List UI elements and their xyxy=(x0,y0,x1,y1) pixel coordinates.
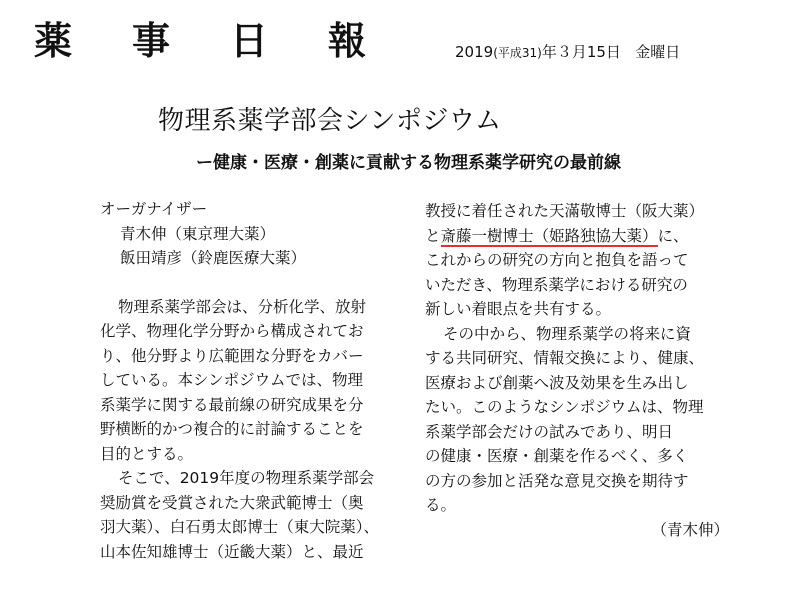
line-prefix: と xyxy=(425,226,441,245)
dateline-weekday: 金曜日 xyxy=(635,43,681,61)
paragraph1-line: 物理系薬学部会は、分析化学、放射 xyxy=(118,297,367,316)
organizer-2: 飯田靖彦（鈴鹿医療大薬） xyxy=(120,249,307,267)
paragraph1 xyxy=(100,295,420,467)
paragraph1-line: 目的とする。 xyxy=(100,444,194,463)
highlighted-name: 斎藤一樹博士（姫路独協大薬） xyxy=(440,226,658,245)
paragraph3 xyxy=(425,322,745,518)
dateline-year: 2019 xyxy=(455,43,494,61)
paragraph3-line: する共同研究、情報交換により、健康、 xyxy=(425,349,705,367)
paragraph3-line: の方の参加と活発な意見交換を期待す xyxy=(425,471,689,490)
paragraph3-line: る。 xyxy=(425,496,457,514)
left-column xyxy=(100,197,420,564)
article-title: 物理系薬学部会シンポジウム xyxy=(158,106,502,136)
article-subtitle: ー健康・医療・創薬に貢献する物理系薬学研究の最前線 xyxy=(196,153,621,173)
dateline-date: 年３月15日 xyxy=(541,43,621,61)
paragraph1-line: り、他分野より広範囲な分野をカバー xyxy=(100,346,364,365)
paragraph2 xyxy=(100,466,420,564)
paragraph2-cont-line: 新しい着眼点を共有する。 xyxy=(425,300,612,318)
dateline xyxy=(455,41,680,62)
masthead: 薬事日報 xyxy=(34,18,427,63)
paragraph3-line: たい。このようなシンポジウムは、物理 xyxy=(425,398,704,416)
paragraph2-cont-line: これからの研究の方向と抱負を語って xyxy=(425,251,689,269)
paragraph1-line: 野横断的かつ複合的に討論することを xyxy=(100,420,364,438)
paragraph3-line: の健康・医療・創薬を作るべく、多く xyxy=(425,447,689,465)
spacer xyxy=(100,271,420,295)
paragraph2-cont-line: 教授に着任された天滿敬博士（阪大薬） xyxy=(425,202,705,220)
organizer-label: オーガナイザー xyxy=(100,200,208,218)
paragraph2-line: 羽大薬）、白石勇太郎博士（東大院薬）、 xyxy=(100,518,380,536)
paragraph2-line: 奨励賞を受賞された大衆武範博士（奥 xyxy=(100,493,364,512)
paragraph3-line: 系薬学部会だけの試みであり、明日 xyxy=(425,422,674,441)
right-column xyxy=(425,199,745,542)
paragraph1-line: 系薬学に関する最前線の研究成果を分 xyxy=(100,395,364,414)
organizer-1: 青木伸（東京理大薬） xyxy=(120,224,276,243)
paragraph3-line: 医療および創薬へ波及効果を生み出し xyxy=(425,373,689,392)
dateline-era: (平成31) xyxy=(493,46,542,60)
signature: （青木伸） xyxy=(651,520,729,539)
paragraph3-line: その中から、物理系薬学の将来に資 xyxy=(443,324,692,343)
paragraph1-line: 化学、物理化学分野から構成されてお xyxy=(100,322,364,340)
paragraph2-cont-line: いただき、物理系薬学における研究の xyxy=(425,275,688,294)
paragraph2-line: そこで、2019年度の物理系薬学部会 xyxy=(118,469,375,487)
paragraph1-line: している。本シンポジウムでは、物理 xyxy=(100,371,363,389)
paragraph2-cont-line xyxy=(425,224,745,249)
line-suffix: に、 xyxy=(657,226,689,245)
paragraph2-line: 山本佐知雄博士（近畿大薬）と、最近 xyxy=(100,542,364,561)
